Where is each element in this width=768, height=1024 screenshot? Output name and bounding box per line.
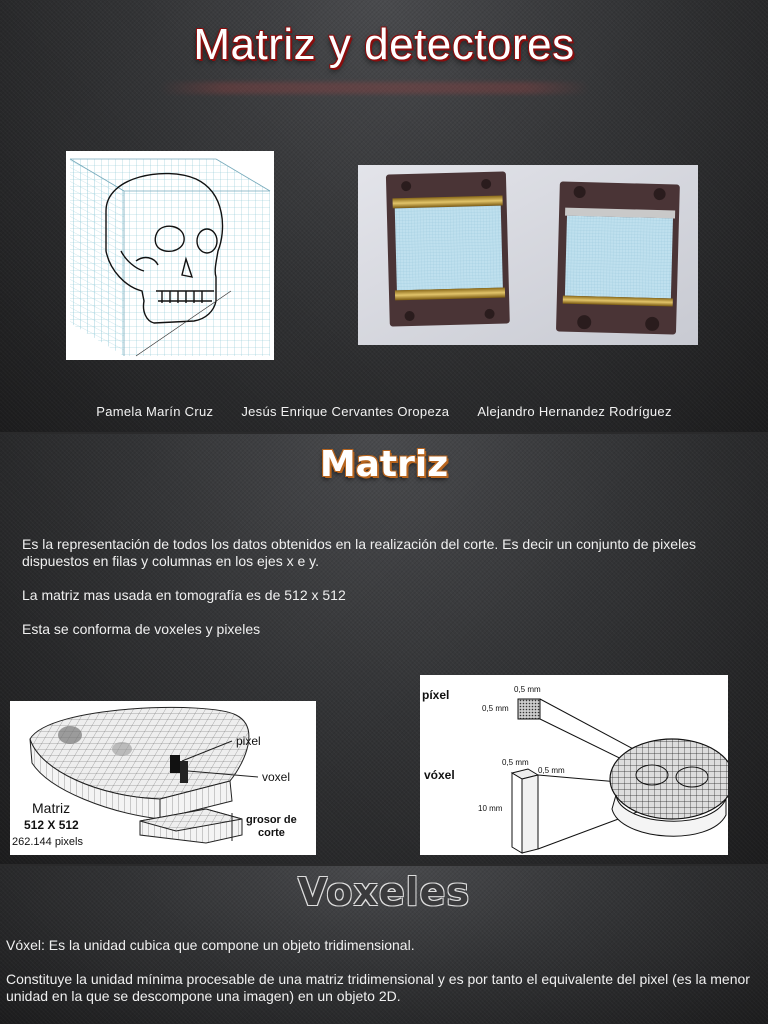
matrix-slab-diagram [10,701,316,855]
title-reflection [160,82,590,94]
dim-label: 0,5 mm [482,704,509,713]
paragraph: La matriz mas usada en tomografía es de 512 x 512 [22,587,346,603]
slide-title: Voxeles [297,870,471,914]
author-name: Jesús Enrique Cervantes Oropeza [241,404,450,419]
authors-line [0,404,768,419]
slide-matriz [0,434,768,864]
slide-voxeles [0,866,768,1024]
dim-label: 10 mm [478,804,503,813]
label-matriz: Matriz [32,800,71,816]
dim-label: 0,5 mm [538,766,565,775]
label-matrix-size: 512 X 512 [24,818,79,832]
label-pixel: píxel [422,688,450,702]
slide-title: Matriz [319,444,449,485]
label-matrix-pixels: 262.144 pixels [12,836,83,848]
paragraph: Esta se conforma de voxeles y pixeles [22,621,261,637]
slide-title: Matriz y detectores [193,20,575,69]
author-name: Pamela Marín Cruz [96,404,214,419]
label-voxel: voxel [262,770,291,784]
paragraph: Vóxel: Es la unidad cubica que compone un objeto tridimensional. [6,937,415,953]
matriz-description [22,536,742,638]
detector-photo [358,165,698,345]
dim-label: 0,5 mm [514,685,541,694]
slide-matriz-y-detectores [0,0,768,432]
dim-label: 0,5 mm [502,758,529,767]
skull-grid-image [66,151,274,360]
paragraph: Constituye la unidad mínima procesable de una matriz tridimensional y es por tanto el equivalente del pixel (es la menor unidad en la que se descompone una imagen) en un objeto 2D. [6,971,750,1004]
label-grosor: grosor de [246,814,297,826]
label-corte: corte [258,827,285,839]
author-name: Alejandro Hernandez Rodríguez [477,404,672,419]
pixel-voxel-diagram [420,675,728,855]
voxel-description [6,937,756,1005]
paragraph: Es la representación de todos los datos obtenidos en la realización del corte. Es decir un conjunto de pixeles dispuestos en filas y columnas en los ejes x e y. [22,536,696,569]
label-voxel: vóxel [424,768,455,782]
label-pixel: pixel [236,734,261,748]
